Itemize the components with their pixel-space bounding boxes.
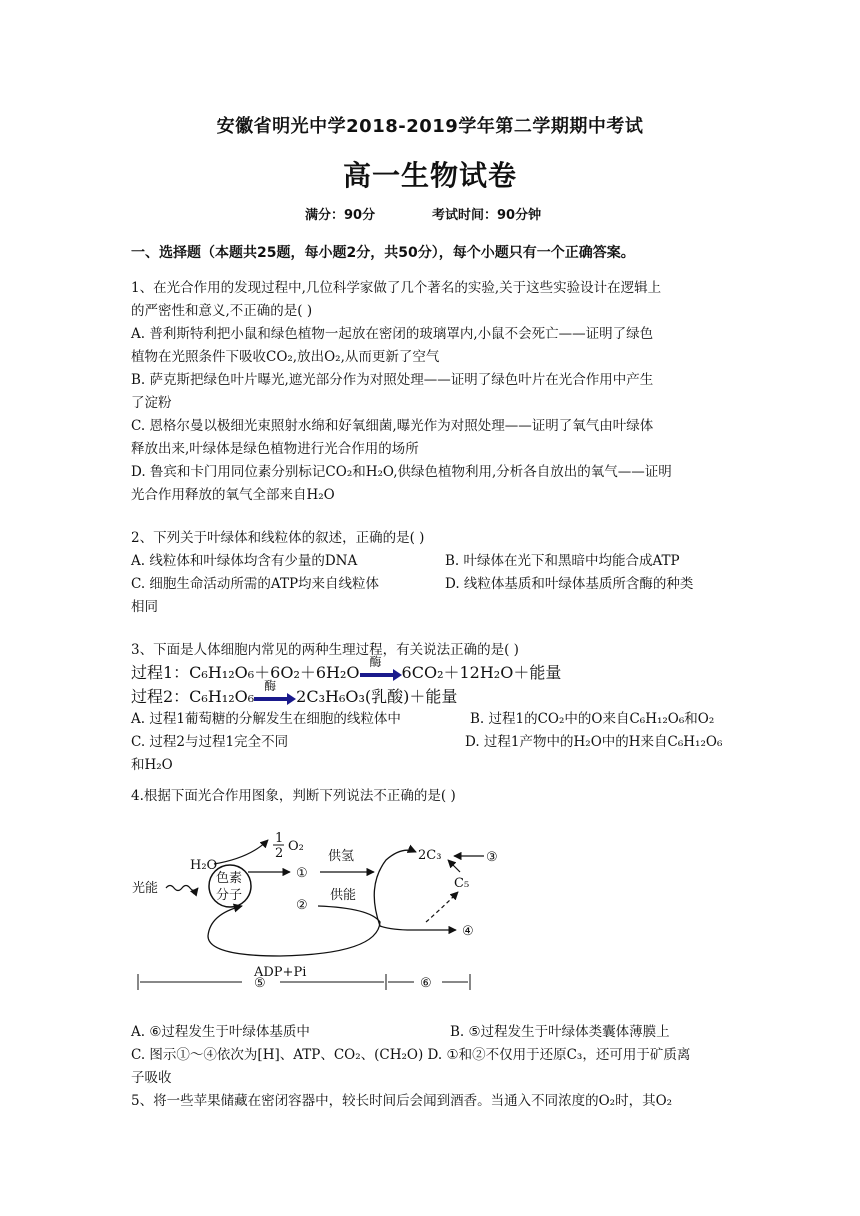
subject-title: 高一生物试卷 — [342, 159, 517, 192]
oxygen-release-arrow — [214, 840, 268, 864]
enzyme-arrow-icon — [254, 678, 296, 705]
q4-option-a: A. ⑥过程发生于叶绿体基质中 — [131, 1024, 310, 1040]
supply-energy-label: 供能 — [330, 888, 357, 903]
q1-stem-line-1: 1、在光合作用的发现过程中,几位科学家做了几个著名的实验,关于这些实验设计在逻辑上 — [131, 280, 662, 296]
arrow-to-4 — [380, 926, 456, 930]
enzyme-label: 酶 — [264, 678, 277, 693]
q3-process-2-reactants: 过程2：C₆H₁₂O₆ — [131, 687, 255, 706]
q3-option-d-line-1: D. 过程1产物中的H₂O中的H来自C₆H₁₂O₆ — [465, 734, 723, 750]
q3-process-2 — [131, 678, 458, 707]
light-reaction-loop — [208, 906, 380, 956]
exam-title: 安徽省明光中学2018-2019学年第二学期期中考试 — [216, 116, 644, 137]
q5-stem: 5、将一些苹果储藏在密闭容器中，较长时间后会闻到酒香。当通入不同浓度的O₂时，其O₂ — [131, 1093, 673, 1109]
q3-process-1 — [131, 654, 562, 683]
h2o-label: H₂O — [190, 858, 218, 873]
q2-option-d-line-2: 相同 — [131, 599, 158, 615]
full-score: 满分：90分 — [305, 208, 376, 223]
regeneration-dashed-arrow — [426, 892, 458, 922]
q3-process-2-products: 2C₃H₆O₃(乳酸)＋能量 — [296, 687, 458, 706]
q1-option-c-line-2: 释放出来,叶绿体是绿色植物进行光合作用的场所 — [131, 441, 419, 457]
light-energy-label: 光能 — [132, 881, 159, 896]
q1-option-a-line-1: A. 普利斯特利把小鼠和绿色植物一起放在密闭的玻璃罩内,小鼠不会死亡——证明了绿色 — [131, 326, 654, 342]
marker-1: ① — [296, 866, 308, 881]
q2-option-b: B. 叶绿体在光下和黑暗中均能合成ATP — [445, 553, 680, 569]
exam-time: 考试时间：90分钟 — [432, 208, 542, 223]
q3-option-b: B. 过程1的CO₂中的O来自C₆H₁₂O₆和O₂ — [470, 711, 715, 727]
q3-process-1-reactants: 过程1：C₆H₁₂O₆＋6O₂＋6H₂O — [131, 663, 360, 682]
q1-option-a-line-2: 植物在光照条件下吸收CO₂,放出O₂,从而更新了空气 — [131, 349, 440, 365]
q2-option-d-line-1: D. 线粒体基质和叶绿体基质所含酶的种类 — [445, 576, 694, 592]
half-denominator: 2 — [275, 846, 284, 861]
q1-stem-line-2: 的严密性和意义,不正确的是( ) — [131, 303, 313, 319]
q2-stem: 2、下列关于叶绿体和线粒体的叙述，正确的是( ) — [131, 530, 425, 546]
section-heading: 一、选择题（本题共25题，每小题2分，共50分），每个小题只有一个正确答案。 — [131, 245, 635, 261]
c3-label: 2C₃ — [418, 848, 442, 863]
q2-option-a: A. 线粒体和叶绿体均含有少量的DNA — [131, 553, 358, 569]
marker-3: ③ — [486, 850, 498, 865]
q4-stem: 4.根据下面光合作用图象，判断下列说法不正确的是( ) — [131, 788, 456, 804]
o2-label: O₂ — [288, 839, 304, 854]
q4-option-cd-line-1: C. 图示①～④依次为[H]、ATP、CO₂、(CH₂O) D. ①和②不仅用于还原C₃，还可用于矿质离 — [131, 1047, 691, 1063]
c5-to-c3-arrow — [448, 860, 460, 872]
q1-option-d-line-2: 光合作用释放的氧气全部来自H₂O — [131, 487, 335, 503]
q1-option-d-line-1: D. 鲁宾和卡门用同位素分别标记CO₂和H₂O,供绿色植物利用,分析各自放出的氧气——证明 — [131, 464, 672, 480]
photosynthesis-diagram — [130, 826, 510, 998]
adp-pi-label: ADP+Pi — [254, 965, 307, 980]
supply-hydrogen-label: 供氢 — [328, 849, 355, 864]
q3-option-a: A. 过程1葡萄糖的分解发生在细胞的线粒体中 — [131, 711, 401, 727]
marker-5: ⑤ — [254, 976, 266, 991]
q1-option-c-line-1: C. 恩格尔曼以极细光束照射水绵和好氧细菌,曝光作为对照处理——证明了氧气由叶绿体 — [131, 418, 654, 434]
q1-option-b-line-1: B. 萨克斯把绿色叶片曝光,遮光部分作为对照处理——证明了绿色叶片在光合作用中产生 — [131, 372, 654, 388]
q2-option-c: C. 细胞生命活动所需的ATP均来自线粒体 — [131, 576, 380, 592]
q3-process-1-products: 6CO₂＋12H₂O＋能量 — [401, 663, 562, 682]
pigment-label-2: 分子 — [216, 888, 243, 903]
c5-label: C₅ — [454, 876, 470, 891]
enzyme-arrow-icon — [360, 654, 402, 681]
q4-option-cd-line-2: 子吸收 — [131, 1070, 172, 1086]
marker-6: ⑥ — [420, 976, 432, 991]
q3-option-c: C. 过程2与过程1完全不同 — [131, 734, 289, 750]
marker-4: ④ — [462, 924, 474, 939]
q4-option-b: B. ⑤过程发生于叶绿体类囊体薄膜上 — [450, 1024, 670, 1040]
calvin-upper-arc — [374, 850, 416, 926]
light-wave-arrow — [166, 886, 198, 891]
half-numerator: 1 — [275, 831, 284, 846]
marker-2: ② — [296, 898, 308, 913]
pigment-label-1: 色素 — [216, 871, 243, 886]
q3-stem: 3、下面是人体细胞内常见的两种生理过程，有关说法正确的是( ) — [131, 642, 519, 658]
q3-option-d-line-2: 和H₂O — [131, 757, 173, 773]
q1-option-b-line-2: 了淀粉 — [131, 395, 172, 411]
enzyme-label: 酶 — [369, 654, 382, 669]
